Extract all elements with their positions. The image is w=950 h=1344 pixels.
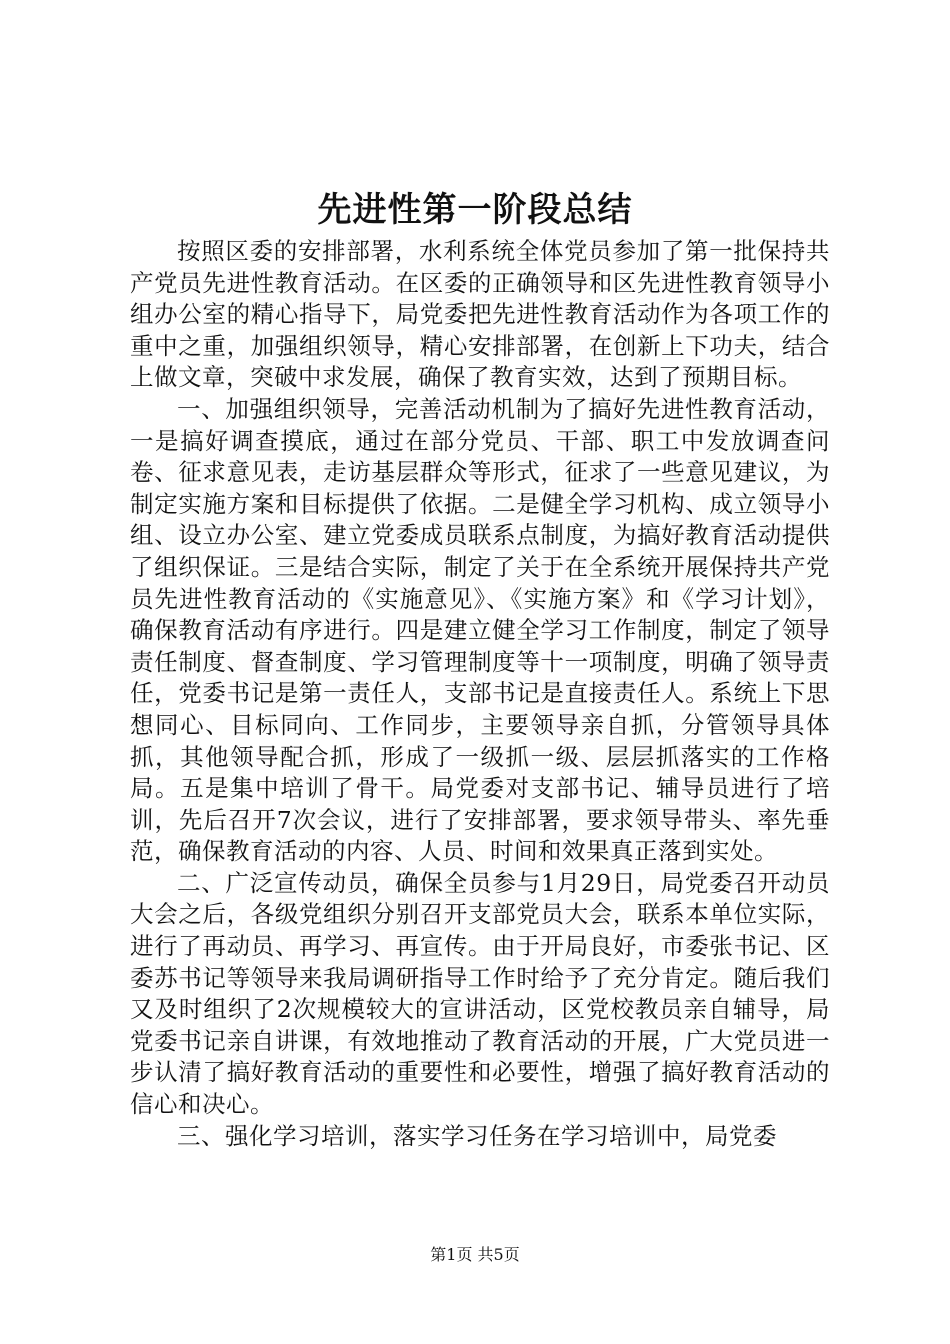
paragraph-section-1: 一、加强组织领导，完善活动机制为了搞好先进性教育活动，一是搞好调查摸底，通过在部分党员、干部、职工中发放调查问卷、征求意见表，走访基层群众等形式，征求了一些意见建议，为制定实施方案和目标提供了依据。二是健全学习机构、成立领导小组、设立办公室、建立党委成员联系点制度，为搞好教育活动提供了组织保证。三是结合实际，制定了关于在全系统开展保持共产党员先进性教育活动的《实施意见》、《实施方案》和《学习计划》，确保教育活动有序进行。四是建立健全学习工作制度，制定了领导责任制度、督查制度、学习管理制度等十一项制度，明确了领导责任，党委书记是第一责任人，支部书记是直接责任人。系统上下思想同心、目标同向、工作同步，主要领导亲自抓，分管领导具体抓，其他领导配合抓，形成了一级抓一级、层层抓落实的工作格局。五是集中培训了骨干。局党委对支部书记、辅导员进行了培训，先后召开7次会议，进行了安排部署，要求领导带头、率先垂范，确保教育活动的内容、人员、时间和效果真正落到实处。 bbox=[130, 394, 830, 866]
document-body bbox=[130, 236, 830, 1152]
paragraph-section-2: 二、广泛宣传动员，确保全员参与1月29日，局党委召开动员大会之后，各级党组织分别召开支部党员大会，联系本单位实际，进行了再动员、再学习、再宣传。由于开局良好，市委张书记、区委苏书记等领导来我局调研指导工作时给予了充分肯定。随后我们又及时组织了2次规模较大的宣讲活动，区党校教员亲自辅导，局党委书记亲自讲课，有效地推动了教育活动的开展，广大党员进一步认清了搞好教育活动的重要性和必要性，增强了搞好教育活动的信心和决心。 bbox=[130, 868, 830, 1119]
page-number-footer: 第1页 共5页 bbox=[430, 1245, 520, 1264]
paragraph-section-3: 三、强化学习培训，落实学习任务在学习培训中，局党委 bbox=[177, 1121, 777, 1150]
document-title: 先进性第一阶段总结 bbox=[317, 190, 633, 230]
paragraph-intro: 按照区委的安排部署，水利系统全体党员参加了第一批保持共产党员先进性教育活动。在区委的正确领导和区先进性教育领导小组办公室的精心指导下，局党委把先进性教育活动作为各项工作的重中之重，加强组织领导，精心安排部署，在创新上下功夫，结合上做文章，突破中求发展，确保了教育实效，达到了预期目标。 bbox=[130, 237, 830, 392]
